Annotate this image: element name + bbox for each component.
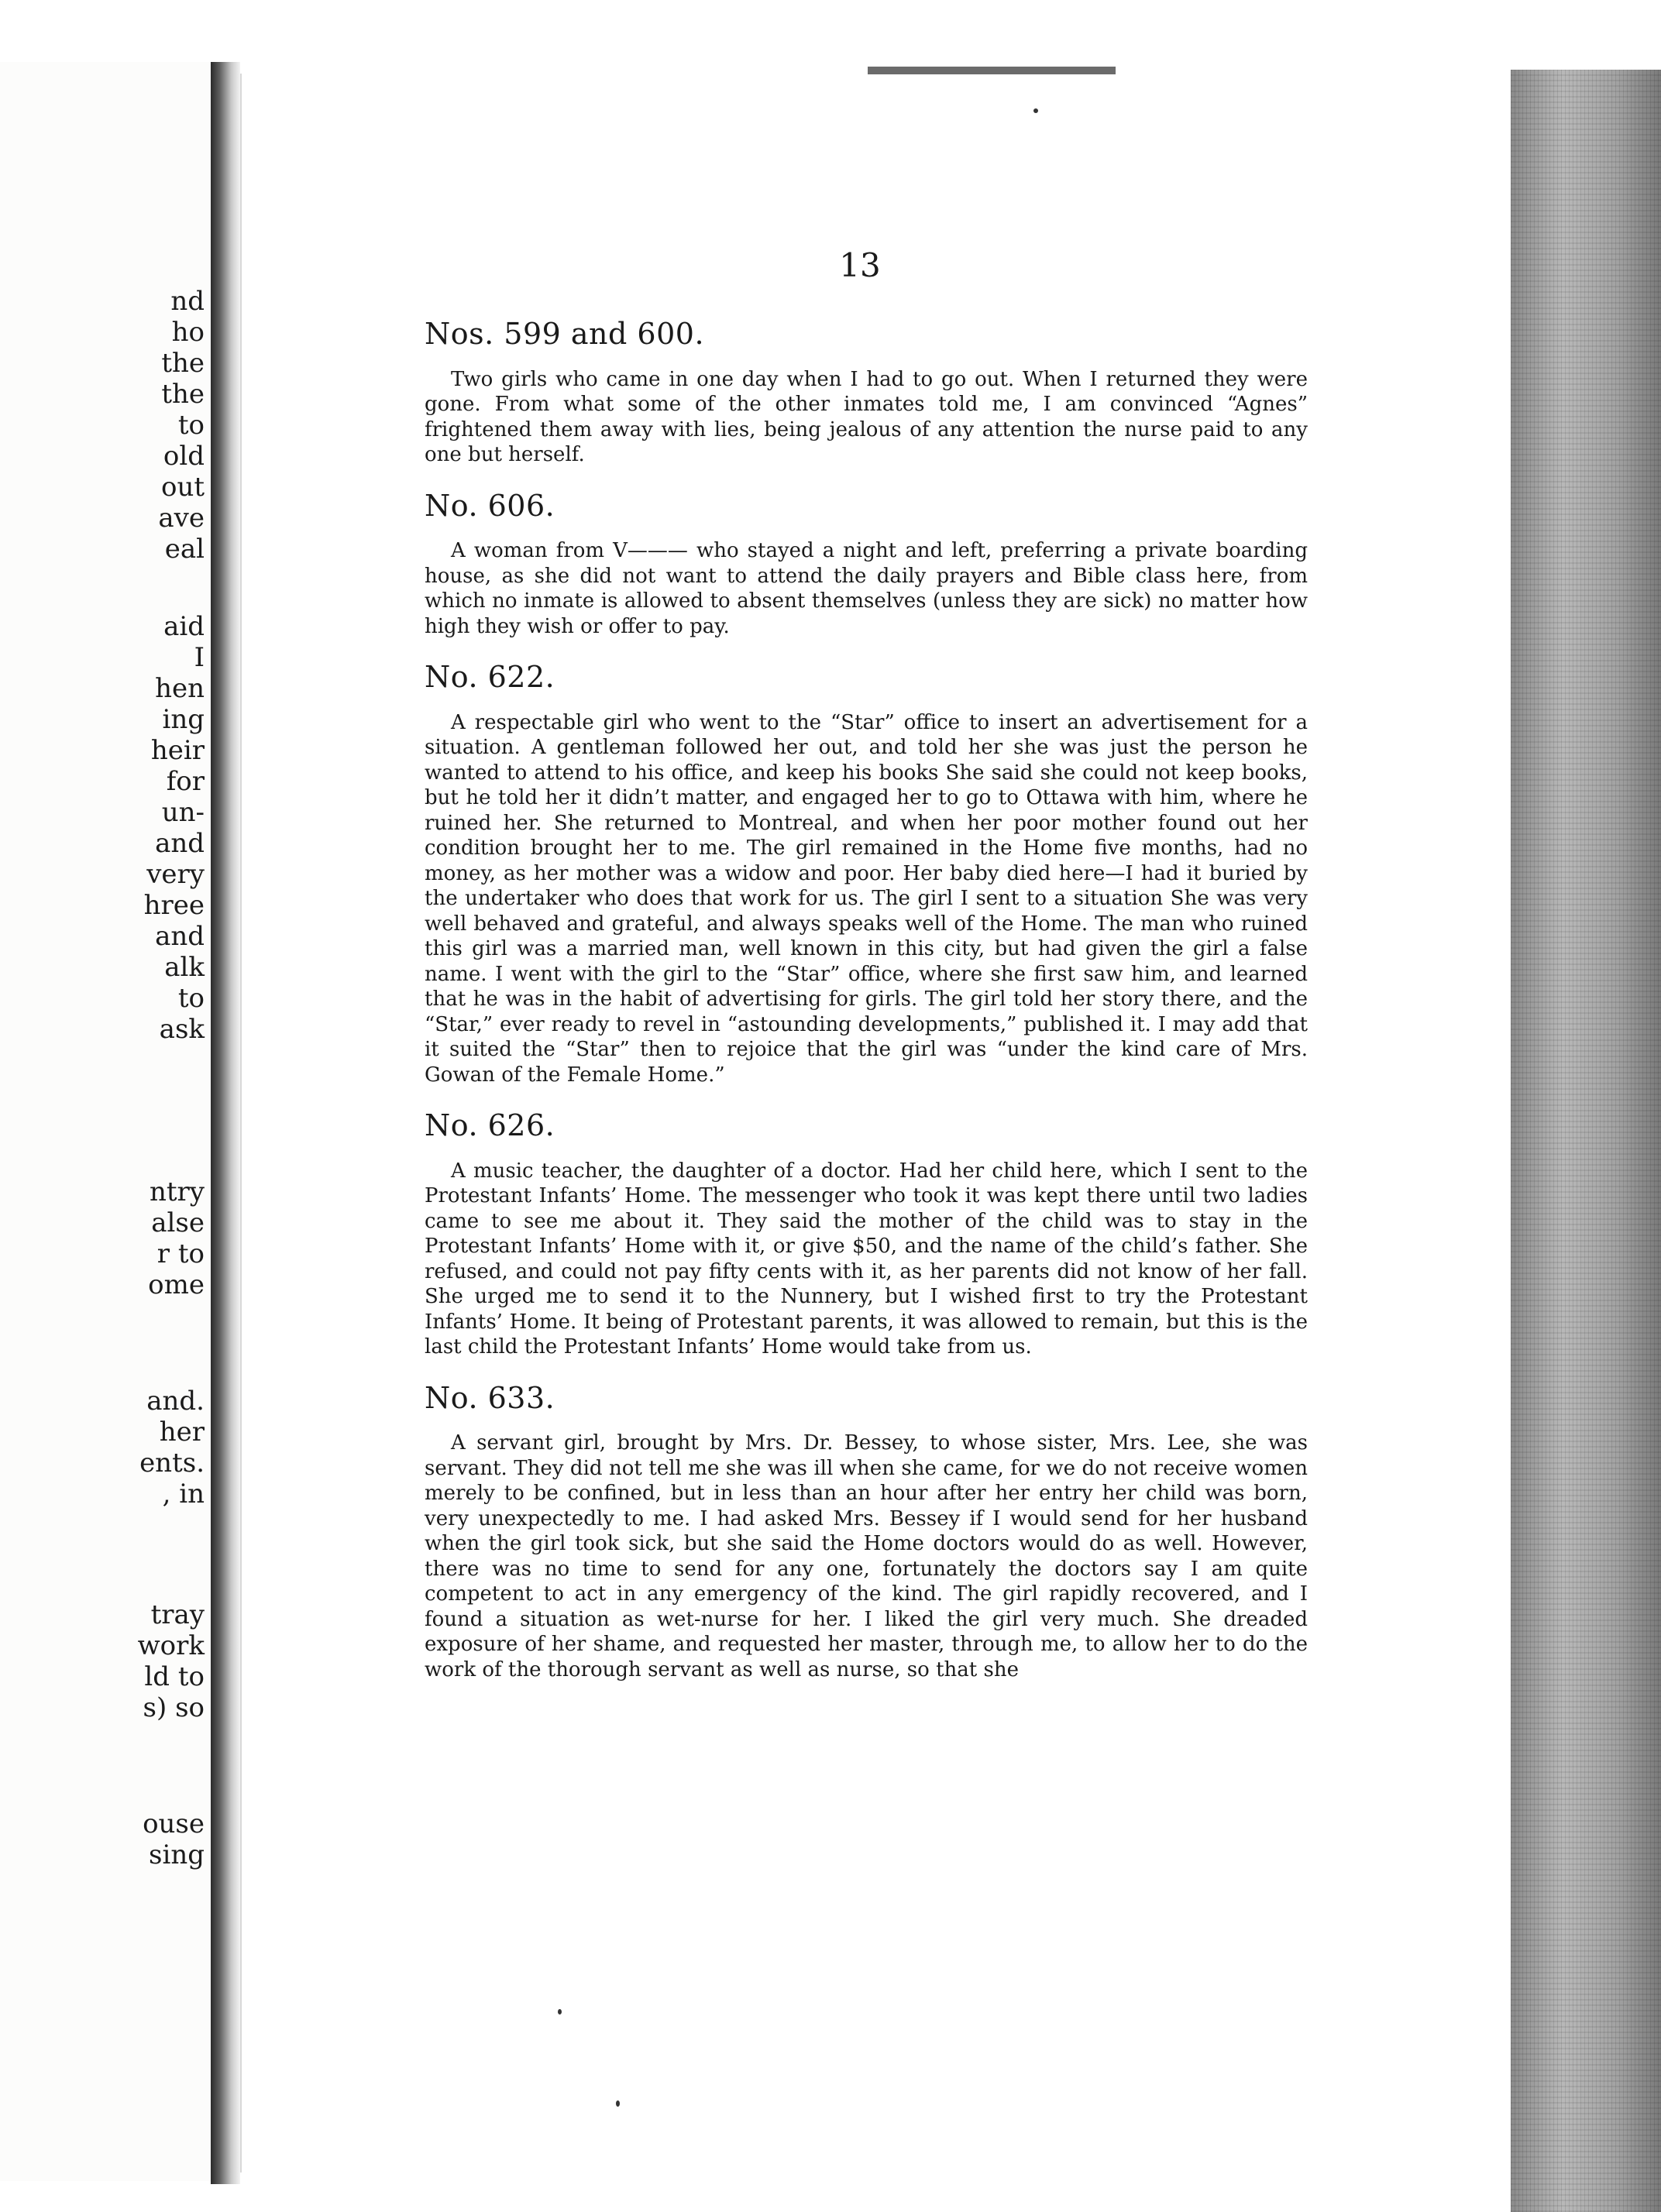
left-page-fragment: the [161, 379, 205, 410]
left-page-fragment: sing [149, 1839, 205, 1870]
left-page-fragment: ld to [144, 1661, 205, 1692]
left-page-fragment: r to [156, 1238, 205, 1269]
ink-speck [1033, 108, 1038, 113]
entry-606 [425, 488, 1308, 640]
left-page-fragment: tray [150, 1599, 205, 1630]
left-page-fragment: alse [151, 1207, 205, 1238]
left-page-fragment: ho [171, 317, 205, 348]
left-page-fragment: hen [155, 673, 205, 704]
left-page-fragment: ask [159, 1014, 205, 1045]
entry-626 [425, 1108, 1308, 1360]
left-page-fragment: and [155, 828, 205, 859]
entry-633 [425, 1380, 1308, 1683]
book-page-edges [1511, 70, 1661, 2212]
left-page-fragment: work [137, 1630, 205, 1661]
entry-body: A music teacher, the daughter of a doctor. Had her child here, which I sent to the Protestant Infants’ Home. The messenger who took it was kept there until two ladies came to see me about it. They said the mother of the child was to stay in the Protestant Infants’ Home with it, or give $50, and the name of the child’s father. She refused, and could not pay fifty cents with it, as her parents did not know of her fall. She urged me to send it to the Nunnery, but I wished first to try the Protestant Infants’ Home. It being of Protestant parents, it was allowed to remain, but this is the last child the Protestant Infants’ Home would take from us. [425, 1159, 1308, 1358]
entry-body: A woman from V——— who stayed a night and left, preferring a private boarding house, as she did not want to attend the daily prayers and Bible class here, from which no inmate is allowed to absent themselves (unless they are sick) no matter how high they wish or offer to pay. [425, 539, 1308, 638]
left-page-fragment: her [159, 1417, 205, 1448]
ink-speck [616, 2100, 620, 2107]
left-page-fragment: ntry [149, 1176, 205, 1207]
entry-heading: No. 626. [425, 1108, 555, 1142]
left-page-fragment: aid [163, 611, 205, 642]
entry-heading: No. 606. [425, 488, 555, 523]
entry-heading: No. 633. [425, 1380, 555, 1415]
left-page-fragment: nd [170, 286, 205, 317]
left-page-fragment: to [177, 983, 205, 1014]
left-page-fragment: the [161, 348, 205, 379]
left-page-fragment: to [177, 410, 205, 441]
entry-body: Two girls who came in one day when I had to go out. When I returned they were gone. From what some of the other inmates told me, I am convinced “Agnes” frightened them away with lies, being jealous of any attention the nurse paid to any one but herself. [425, 367, 1308, 466]
left-page-fragment: ents. [139, 1448, 205, 1479]
page-content [425, 316, 1308, 1702]
left-page-fragment: for [166, 766, 205, 797]
left-page-fragment: ouse [143, 1808, 205, 1839]
entry-body: A servant girl, brought by Mrs. Dr. Bessey, to whose sister, Mrs. Lee, she was servant. They did not tell me she was ill when she came, for we do not receive women merely to be confined, but in less than an hour after her entry her child was born, very unexpectedly to me. I had asked Mrs. Bessey if I would send for her husband when the girl took sick, but she said the Home doctors would do as well. However, there was no time to send for any one, fortunately the doctors say I am quite competent to act in any emergency of the kind. The girl rapidly recovered, and I found a situation as wet-nurse for her. I liked the girl very much. She dreaded exposure of her shame, and requested her master, through me, to allow her to do the work of the thorough servant as well as nurse, so that she [425, 1431, 1308, 1681]
left-page-fragment: un- [161, 797, 205, 828]
left-page-fragment: alk [164, 952, 205, 983]
ink-speck [558, 2009, 562, 2014]
left-page-fragment: and. [146, 1386, 205, 1417]
left-page-fragment: very [146, 859, 205, 890]
left-page-fragment: I [194, 642, 205, 673]
page-gutter-shadow [211, 62, 240, 2184]
left-page-fragment: out [160, 472, 205, 503]
page-number: 13 [839, 246, 881, 284]
left-page-fragment: ave [158, 503, 205, 534]
binding-strip [868, 67, 1116, 74]
entry-heading: No. 622. [425, 660, 555, 694]
left-page-fragment: heir [150, 735, 205, 766]
left-page-fragment: eal [164, 534, 205, 565]
entry-body: A respectable girl who went to the “Star” office to insert an advertisement for a situation. A gentleman followed her out, and told her she was just the person he wanted to attend to his office, and keep his books She said she could not keep books, but he told her it didn’t matter, and engaged her to go to Ottawa with him, where he ruined her. She returned to Montreal, and when her poor mother found out her condition brought her to me. The girl remained in the Home five months, had no money, as her mother was a widow and poor. Her baby died here—I had it buried by the undertaker who does that work for us. The girl I sent to a situation She was very well behaved and grateful, and always speaks well of the Home. The man who ruined this girl was a married man, well known in this city, but had given the girl a false name. I went with the girl to the “Star” office, where she first saw him, and learned that he was in the habit of advertising for girls. The girl told her story there, and the “Star,” ever ready to revel in “astounding developments,” published it. I may add that it suited the “Star” then to rejoice that the girl was “under the kind care of Mrs. Gowan of the Female Home.” [425, 710, 1308, 1087]
left-page-fragment: ome [148, 1269, 205, 1300]
entry-599-600 [425, 316, 1308, 468]
left-page-fragment: and [155, 921, 205, 952]
left-page-fragment: , in [162, 1479, 205, 1510]
entry-622 [425, 659, 1308, 1087]
left-page-fragment: old [163, 441, 205, 472]
left-page-fragment: hree [143, 890, 205, 921]
left-page-fragment: s) so [143, 1692, 205, 1723]
left-facing-page [0, 62, 211, 2181]
entry-heading: Nos. 599 and 600. [425, 317, 705, 351]
left-page-fragment: ing [162, 704, 205, 735]
